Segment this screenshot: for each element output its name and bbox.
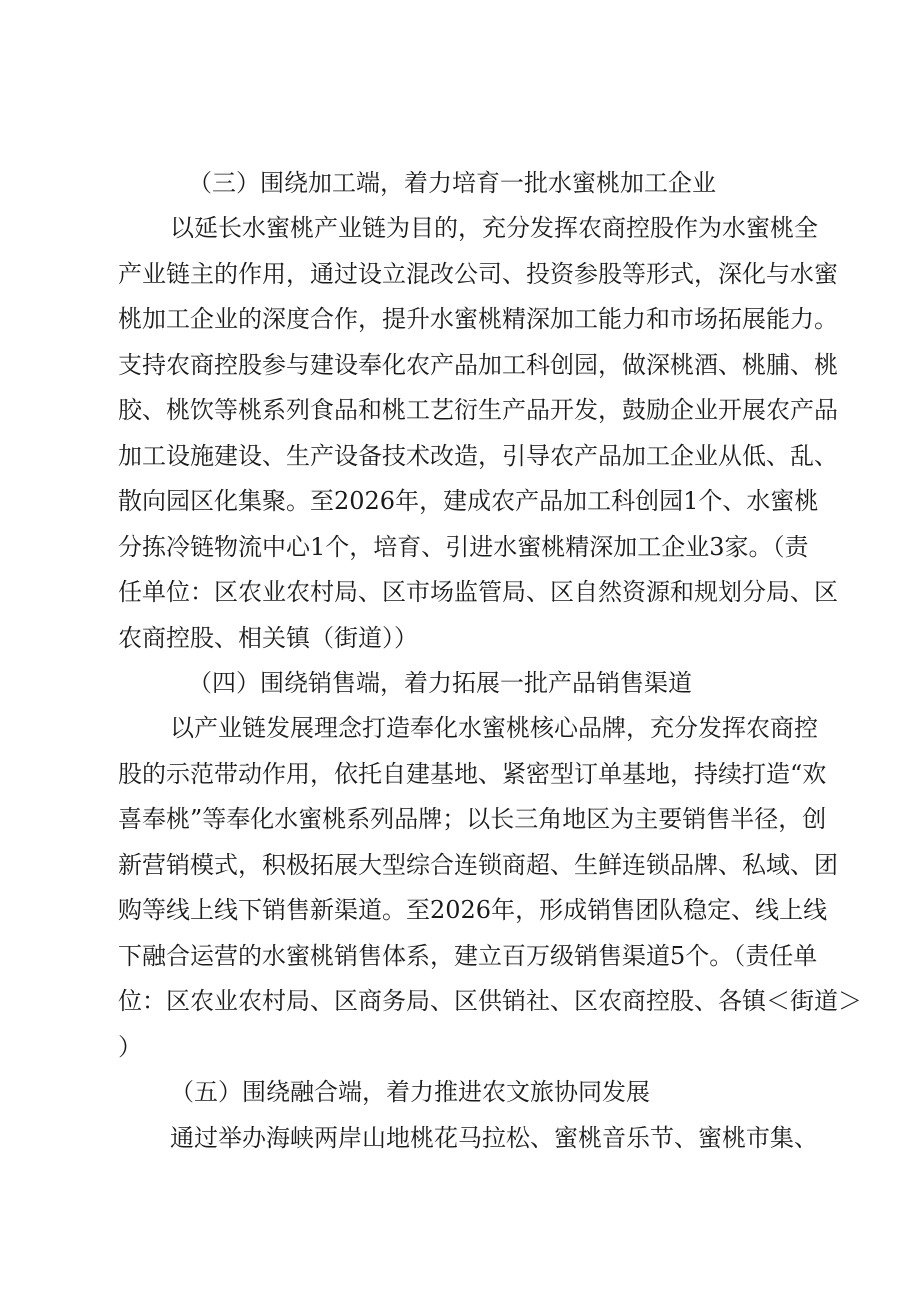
section-3-heading: （三）围绕加工端，着力培育一批水蜜桃加工企业 (188, 169, 716, 197)
section-3-line-8: 分拣冷链物流中心1个，培育、引进水蜜桃精深加工企业3家。（责 (118, 533, 809, 561)
section-3-line-1: 以延长水蜜桃产业链为目的，充分发挥农商控股作为水蜜桃全 (170, 214, 818, 242)
section-5-heading: （五）围绕融合端，着力推进农文旅协同发展 (170, 1078, 650, 1106)
section-3-line-5: 胶、桃饮等桃系列食品和桃工艺衍生产品开发，鼓励企业开展农产品 (118, 396, 838, 424)
section-4-line-3: 喜奉桃”等奉化水蜜桃系列品牌；以长三角地区为主要销售半径，创 (118, 805, 827, 833)
section-4-line-1: 以产业链发展理念打造奉化水蜜桃核心品牌，充分发挥农商控 (170, 714, 818, 742)
section-4-heading: （四）围绕销售端，着力拓展一批产品销售渠道 (188, 669, 692, 697)
section-4-line-6: 下融合运营的水蜜桃销售体系，建立百万级销售渠道5个。（责任单 (118, 942, 818, 970)
section-4-line-7: 位：区农业农村局、区商务局、区供销社、区农商控股、各镇＜街道＞ (118, 987, 862, 1015)
section-4-line-2: 股的示范带动作用，依托自建基地、紧密型订单基地，持续打造“欢 (118, 760, 827, 788)
section-5-line-1: 通过举办海峡两岸山地桃花马拉松、蜜桃音乐节、蜜桃市集、 (170, 1124, 818, 1152)
section-4-line-4: 新营销模式，积极拓展大型综合连锁商超、生鲜连锁品牌、私域、团 (118, 851, 838, 879)
section-3-line-6: 加工设施建设、生产设备技术改造，引导农产品加工企业从低、乱、 (118, 442, 838, 470)
section-3-line-3: 桃加工企业的深度合作，提升水蜜桃精深加工能力和市场拓展能力。 (118, 305, 838, 333)
section-3-line-2: 产业链主的作用，通过设立混改公司、投资参股等形式，深化与水蜜 (118, 260, 838, 288)
section-3-line-9: 任单位：区农业农村局、区市场监管局、区自然资源和规划分局、区 (118, 578, 838, 606)
section-3-line-10: 农商控股、相关镇（街道）） (118, 624, 418, 652)
section-3-line-7: 散向园区化集聚。至2026年，建成农产品加工科创园1个、水蜜桃 (118, 487, 819, 515)
section-3-line-4: 支持农商控股参与建设奉化农产品加工科创园，做深桃酒、桃脯、桃 (118, 351, 838, 379)
section-4-line-5: 购等线上线下销售新渠道。至2026年，形成销售团队稳定、线上线 (118, 896, 828, 924)
section-4-line-8: ） (118, 1033, 142, 1061)
